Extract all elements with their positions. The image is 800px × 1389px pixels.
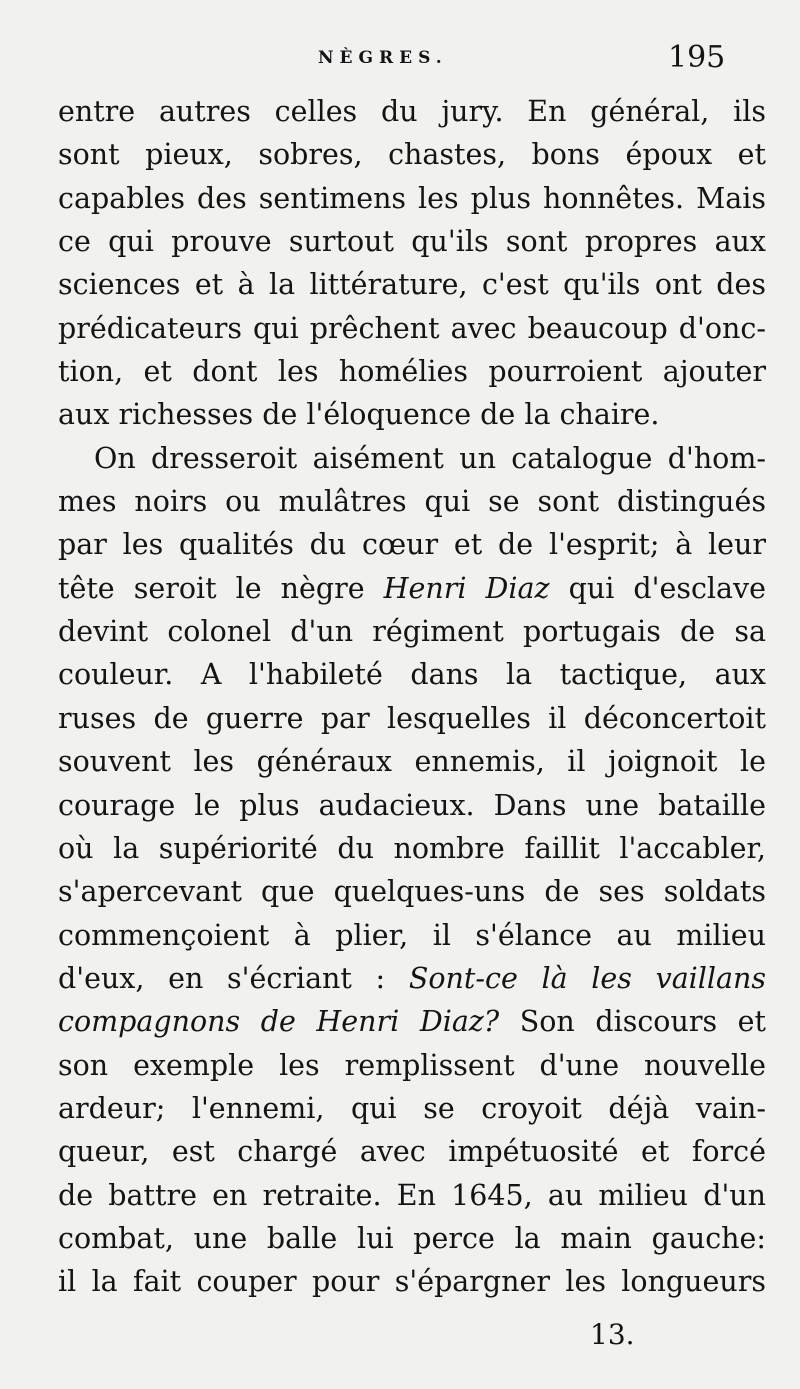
text-line xyxy=(58,870,766,913)
text-line xyxy=(58,697,766,740)
page-number: 195 xyxy=(668,40,726,75)
text-span: qui d'esclave xyxy=(549,571,766,605)
text-span: Son discours et xyxy=(499,1005,766,1039)
text-span: sciences et à la littérature, c'est qu'ils ont des xyxy=(58,268,766,302)
text-span: aux richesses de l'éloquence de la chaire. xyxy=(58,398,660,432)
text-span: par les qualités du cœur et de l'esprit; à leur xyxy=(58,528,766,562)
text-line xyxy=(58,827,766,870)
text-span: commençoient à plier, il s'élance au milieu xyxy=(58,918,766,952)
text-line xyxy=(58,653,766,696)
text-span: où la supériorité du nombre faillit l'accabler, xyxy=(58,831,766,865)
text-span: il la fait couper pour s'épargner les longueurs xyxy=(58,1265,766,1299)
text-line xyxy=(58,1000,766,1043)
italic-text: compagnons de Henri Diaz? xyxy=(58,1005,500,1039)
italic-text: Sont-ce là les vaillans xyxy=(408,961,767,995)
text-span: tion, et dont les homélies pourroient ajouter xyxy=(58,355,766,389)
signature-mark: 13. xyxy=(590,1318,635,1351)
text-line xyxy=(58,263,766,306)
running-head: NÈGRES. xyxy=(318,48,448,68)
text-line xyxy=(58,1044,766,1087)
text-span: ardeur; l'ennemi, qui se croyoit déjà vain- xyxy=(58,1091,766,1125)
text-line xyxy=(58,393,766,436)
text-line xyxy=(58,133,766,176)
text-span: couleur. A l'habileté dans la tactique, aux xyxy=(58,658,766,692)
text-line xyxy=(58,567,766,610)
text-line xyxy=(58,350,766,393)
text-line xyxy=(58,437,766,480)
text-span: combat, une balle lui perce la main gauche: xyxy=(58,1221,766,1255)
text-line xyxy=(58,740,766,783)
text-span: souvent les généraux ennemis, il joignoit le xyxy=(58,745,766,779)
text-line xyxy=(58,177,766,220)
text-line xyxy=(58,1260,766,1303)
text-line xyxy=(58,784,766,827)
text-span: de battre en retraite. En 1645, au milieu d'un xyxy=(58,1178,766,1212)
text-line xyxy=(58,1130,766,1173)
text-line xyxy=(58,1174,766,1217)
text-span: courage le plus audacieux. Dans une bataille xyxy=(58,788,766,822)
text-line xyxy=(58,90,766,133)
text-line xyxy=(58,1217,766,1260)
text-line xyxy=(58,307,766,350)
text-span: prédicateurs qui prêchent avec beaucoup d'onc- xyxy=(58,311,766,345)
italic-text: Henri Diaz xyxy=(383,571,550,605)
text-span: mes noirs ou mulâtres qui se sont distingués xyxy=(58,485,766,519)
text-line xyxy=(58,914,766,957)
page-header xyxy=(0,40,800,84)
text-span: ruses de guerre par lesquelles il déconcertoit xyxy=(58,701,766,735)
text-line xyxy=(58,1087,766,1130)
text-span: d'eux, en s'écriant : xyxy=(58,961,409,995)
text-span: devint colonel d'un régiment portugais de sa xyxy=(58,615,766,649)
text-span: On dresseroit aisément un catalogue d'hom- xyxy=(94,441,766,475)
text-line xyxy=(58,610,766,653)
text-span: queur, est chargé avec impétuosité et forcé xyxy=(58,1135,766,1169)
text-line xyxy=(58,480,766,523)
text-span: tête seroit le nègre xyxy=(58,571,384,605)
text-line xyxy=(58,220,766,263)
text-line xyxy=(58,523,766,566)
body-text xyxy=(58,90,766,1304)
text-span: son exemple les remplissent d'une nouvelle xyxy=(58,1048,766,1082)
text-span: entre autres celles du jury. En général, ils xyxy=(58,95,766,128)
text-line xyxy=(58,957,766,1000)
text-span: sont pieux, sobres, chastes, bons époux et xyxy=(58,138,766,172)
text-span: s'apercevant que quelques-uns de ses soldats xyxy=(58,875,766,909)
text-span: capables des sentimens les plus honnêtes. Mais xyxy=(58,181,766,215)
text-span: ce qui prouve surtout qu'ils sont propres aux xyxy=(58,225,766,259)
